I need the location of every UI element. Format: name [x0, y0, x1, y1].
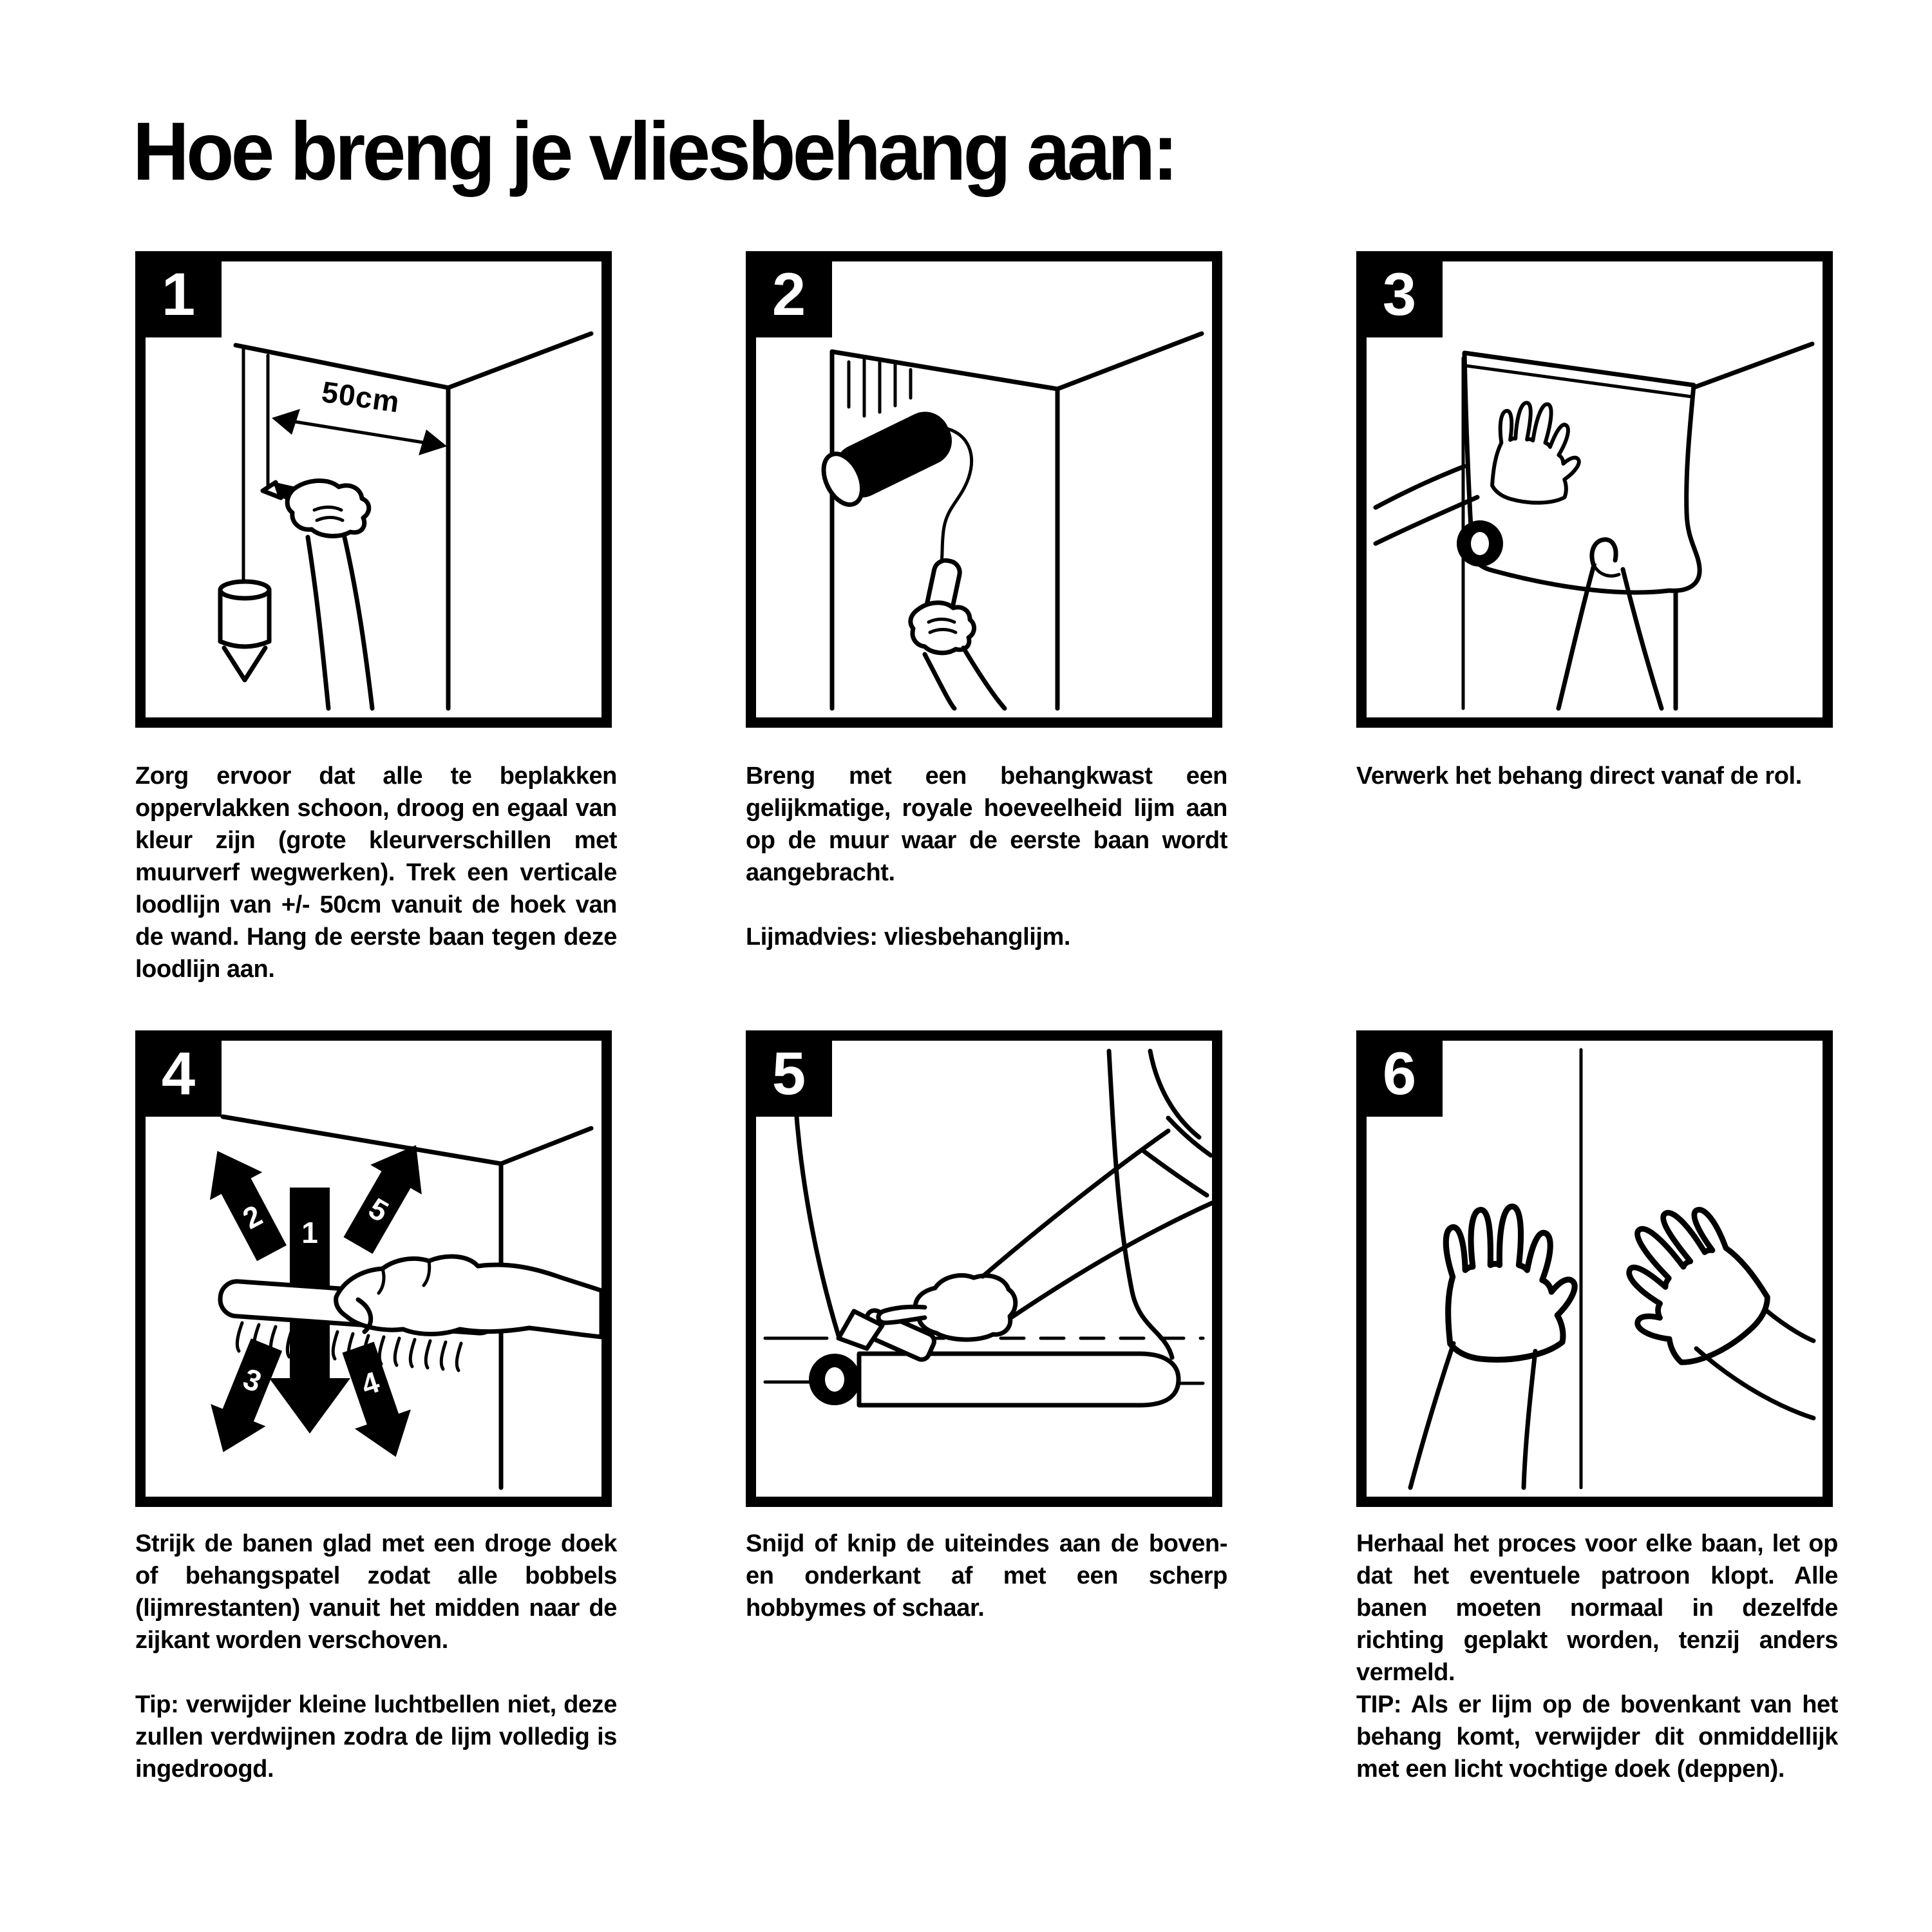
caption-1 [135, 760, 617, 985]
panel-3 [1356, 251, 1833, 728]
panel-1 [135, 251, 612, 728]
glue-streak-lines [849, 358, 911, 416]
paint-roller [816, 404, 972, 625]
step-3-badge: 3 [1356, 251, 1443, 337]
panel-6 [1356, 1030, 1833, 1507]
arrow-label-1: 1 [301, 1216, 318, 1249]
measure-label: 50cm [319, 374, 402, 419]
caption-4 [135, 1528, 617, 1785]
step-2-badge: 2 [746, 251, 832, 337]
step-4-badge: 4 [135, 1030, 222, 1117]
arrow-label-2: 2 [237, 1198, 268, 1236]
wallpaper-roll [809, 1354, 1179, 1405]
caption-2-note: Lijmadvies: vliesbehanglijm. [746, 923, 1071, 951]
wallpaper-roll-end [1457, 520, 1503, 567]
caption-3-text: Verwerk het behang direct vanaf de rol. [1356, 762, 1802, 790]
caption-3 [1356, 760, 1838, 792]
hand-on-brush [336, 1256, 601, 1337]
caption-6-text: Herhaal het proces voor elke baan, let op dat het eventuele patroon klopt. Alle banen moeten normaal in dezelfde richting geplakt worden, tenzij anders vermeld. [1356, 1530, 1838, 1686]
caption-2 [746, 760, 1227, 953]
right-hand-pressing [1592, 1191, 1814, 1418]
step-5-badge: 5 [746, 1030, 832, 1117]
measure-arrow-50cm [272, 375, 447, 455]
step-6-badge: 6 [1356, 1030, 1443, 1117]
hand-with-pencil [263, 480, 372, 708]
left-hand-pressing [1410, 1206, 1575, 1488]
plumb-line [220, 349, 269, 680]
panel-2 [746, 251, 1222, 728]
caption-1-text: Zorg ervoor dat alle te beplakken oppervlakken schoon, droog en egaal van kleur zijn (grote kleurverschillen met muurverf wegwerken). Trek een verticale loodlijn van +/- 50cm vanuit de hoek van de wand. Hang de eerste baan tegen deze loodlijn aan. [135, 762, 617, 983]
caption-5 [746, 1528, 1227, 1624]
arrow-label-5: 5 [363, 1191, 395, 1229]
caption-5-text: Snijd of knip de uiteindes aan de boven- en onderkant af met een scherp hobbymes of schaar. [746, 1530, 1227, 1622]
panel-5 [746, 1030, 1222, 1507]
arrow-label-3: 3 [239, 1361, 266, 1399]
caption-6-tip: TIP: Als er lijm op de bovenkant van het behang komt, verwijder dit onmiddellijk met een licht vochtige doek (deppen). [1356, 1691, 1838, 1783]
panel-4 [135, 1030, 612, 1507]
arrow-label-4: 4 [357, 1365, 384, 1402]
caption-4-text: Strijk de banen glad met een droge doek of behangspatel zodat alle bobbels (lijmrestanten) vanuit het midden naar de zijkant worden verschoven. [135, 1530, 617, 1654]
hand-holding-roller [911, 603, 1005, 708]
caption-4-tip: Tip: verwijder kleine luchtbellen niet, deze zullen verdwijnen zodra de lijm volledig is ingedroogd. [135, 1691, 617, 1783]
caption-2-text: Breng met een behangkwast een gelijkmatige, royale hoeveelheid lijm aan op de muur waar de eerste baan wordt aangebracht. [746, 762, 1227, 886]
room-corner-lines [236, 334, 591, 708]
page-title: Hoe breng je vliesbehang aan: [133, 106, 1176, 198]
cutting-hand-arm [878, 1051, 1212, 1340]
caption-6 [1356, 1528, 1838, 1785]
room-corner-lines [832, 334, 1202, 708]
step-1-badge: 1 [135, 251, 222, 337]
